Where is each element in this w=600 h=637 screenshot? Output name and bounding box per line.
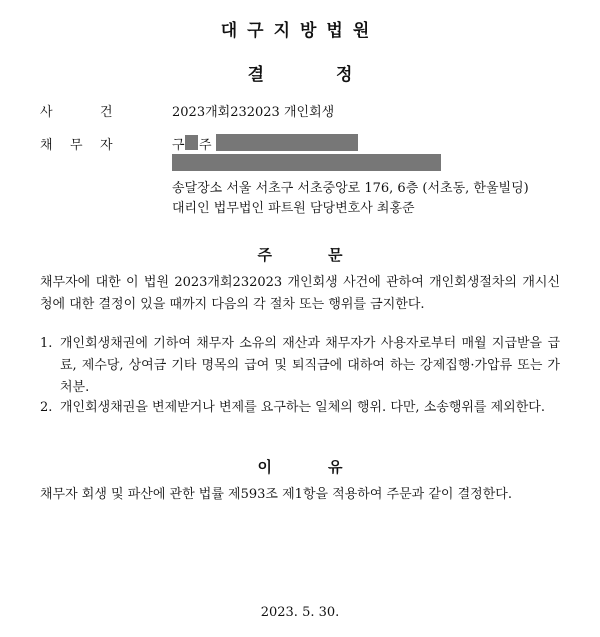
court-name: 대구지방법원: [220, 21, 380, 41]
debtor-name-first-char: 구: [172, 138, 185, 153]
reason-title-char-1: 이: [257, 458, 272, 476]
debtor-label-char-2: 무: [70, 138, 83, 153]
reason-paragraph: 채무자 회생 및 파산에 관한 법률 제593조 제1항을 적용하여 주문과 같이 결정한다.: [40, 487, 512, 502]
doctype-char-2: 정: [336, 65, 353, 85]
reason-title-char-2: 유: [328, 458, 343, 476]
redaction-bar: [185, 135, 198, 150]
order-item-1: [40, 333, 560, 399]
legal-agent: 대리인 법무법인 파트원 담당변호사 최홍준: [172, 201, 415, 216]
debtor-label-char-1: 채: [40, 138, 53, 153]
order-title-char-1: 주: [257, 246, 272, 264]
order-item-text: 개인회생채권을 변제받거나 변제를 요구하는 일체의 행위. 다만, 소송행위를 제외한다.: [60, 400, 545, 415]
case-label: [40, 101, 130, 120]
debtor-label-char-3: 자: [100, 138, 113, 153]
decision-date: 2023. 5. 30.: [260, 605, 340, 620]
order-intro-paragraph: 채무자에 대한 이 법원 2023개회232023 개인회생 사건에 관하여 개인회생절차의 개시신청에 대한 결정이 있을 때까지 다음의 각 절차 또는 행위를 금지한다.: [40, 275, 560, 312]
order-title-char-2: 문: [328, 246, 343, 264]
reason-section-title: [0, 456, 600, 477]
doctype-char-1: 결: [247, 65, 264, 85]
order-item-text: 개인회생채권에 기하여 채무자 소유의 재산과 채무자가 사용자로부터 매월 지급받을 급료, 제수당, 상여금 기타 명목의 급여 및 퇴직금에 대하여 하는 강제집행·가압류 또는 가처분.: [60, 336, 560, 395]
case-label-char-1: 사: [40, 105, 53, 120]
order-item-number: 2.: [40, 400, 53, 415]
debtor-label: [40, 134, 130, 153]
case-label-char-2: 건: [100, 105, 113, 120]
order-item-2: [40, 397, 560, 419]
order-item-number: 1.: [40, 336, 53, 351]
redaction-bar: [172, 154, 441, 171]
order-section-title: [0, 244, 600, 265]
case-number: 2023개회232023 개인회생: [172, 105, 335, 120]
debtor-name-last-char: 주: [199, 138, 212, 153]
redaction-bar: [216, 134, 358, 151]
service-address: 송달장소 서울 서초구 서초중앙로 176, 6층 (서초동, 한울빌딩): [172, 181, 529, 196]
document-type-title: [0, 60, 600, 85]
